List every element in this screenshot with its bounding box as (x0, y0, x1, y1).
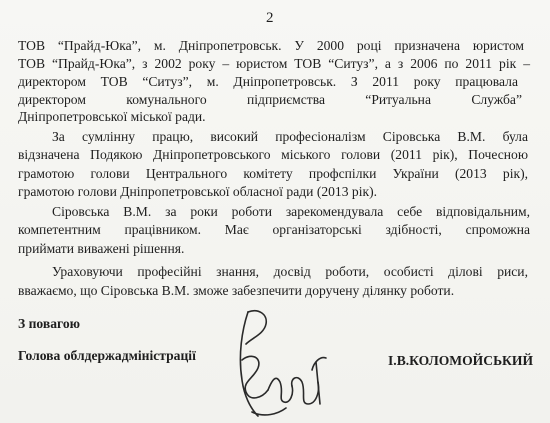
signatory-position: Голова облдержадміністрації (18, 348, 196, 363)
paragraph-3-line-3: приймати виважені рішення. (18, 241, 185, 256)
paragraph-1-line-1: ТОВ “Прайд-Юка”, м. Дніпропетровськ. У 2000 році призначена юристом (18, 38, 524, 53)
paragraph-1-line-3: директором ТОВ “Ситуз”, м. Дніпропетровськ. З 2011 року працювала (18, 74, 518, 89)
handwritten-signature (228, 300, 338, 422)
paragraph-1-line-2: ТОВ “Прайд-Юка”, з 2002 року – юристом ТОВ “Ситуз”, а з 2006 по 2011 рік – (18, 56, 530, 71)
signatory-name: І.В.КОЛОМОЙСЬКИЙ (388, 353, 534, 368)
paragraph-2-line-2: відзначена Подякою Дніпропетровського міського голови (2011 рік), Почесною (18, 147, 528, 162)
paragraph-2-line-1: За сумлінну працю, високий професіоналізм Сіровська В.М. була (52, 129, 528, 144)
paragraph-3-line-2: компетентним працівником. Має організаторські здібності, спроможна (18, 222, 530, 237)
paragraph-2-line-4: грамотою голови Дніпропетровської обласної ради (2013 рік). (18, 184, 378, 199)
paragraph-2-line-3: грамотою голови Центрального комітету профспілки України (2013 рік), (18, 166, 528, 181)
paragraph-4-line-1: Ураховуючи професійні знання, досвід роботи, особисті ділові риси, (52, 264, 528, 279)
page-number: 2 (266, 10, 274, 26)
paragraph-4-line-2: вважаємо, що Сіровська В.М. зможе забезпечити доручену ділянку роботи. (18, 283, 455, 298)
closing-regards: З повагою (18, 316, 81, 331)
paragraph-1-line-5: Дніпропетровської міської ради. (18, 109, 206, 124)
paragraph-3-line-1: Сіровська В.М. за роки роботи зарекомендувала себе відповідальним, (52, 204, 530, 219)
paragraph-1-line-4: директором комунального підприємства “Ритуальна Служба” (18, 92, 522, 107)
